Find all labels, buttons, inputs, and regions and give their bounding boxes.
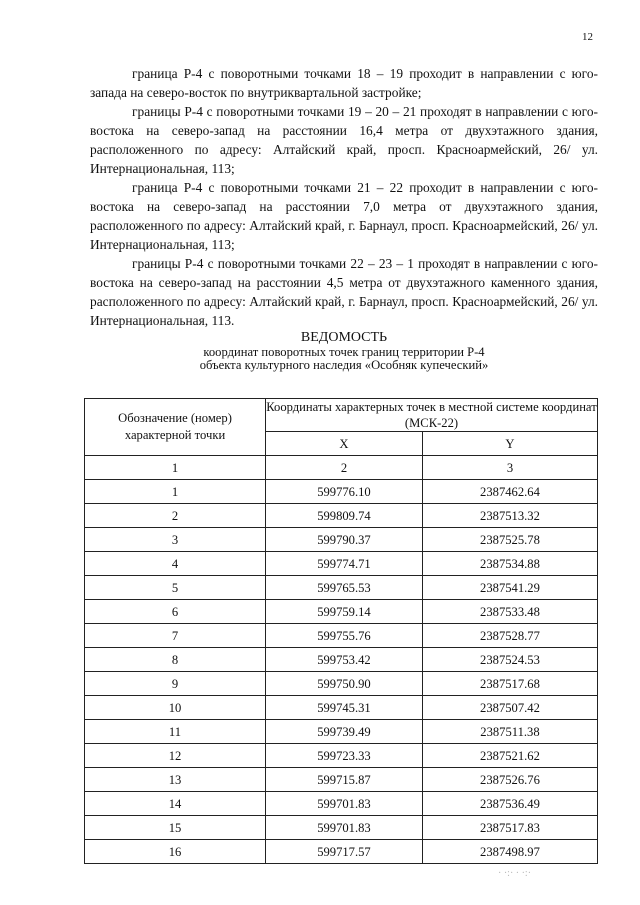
- table-row: [85, 480, 598, 504]
- point-number-cell: 5: [85, 576, 266, 600]
- index-cell: 3: [422, 456, 597, 480]
- table-row: [85, 624, 598, 648]
- table-row: [85, 744, 598, 768]
- point-number-cell: 8: [85, 648, 266, 672]
- coordinates-header: Координаты характерных точек в местной системе координат (МСК-22): [266, 400, 597, 430]
- page-number: 12: [582, 31, 593, 43]
- x-coordinate-cell: 599750.90: [266, 672, 423, 696]
- y-coordinate-cell: 2387521.62: [422, 744, 597, 768]
- paragraph-boundary-22-1: границы Р-4 с поворотными точками 22 – 23 – 1 проходят в направлении с юго-востока на северо-запад на расстоянии 4,5 метра от двухэтажного каменного здания, расположенного по адресу: Алтайский край, г. Барнаул, просп. Красноармейский, 26/ ул. Интернациональная, 113.: [90, 256, 598, 328]
- y-coordinate-cell: 2387462.64: [422, 480, 597, 504]
- point-number-cell: 15: [85, 816, 266, 840]
- statement-subtitle-line1: координат поворотных точек границ территории Р-4: [203, 345, 485, 359]
- table-index-row: [85, 456, 598, 480]
- y-coordinate-cell: 2387513.32: [422, 504, 597, 528]
- coordinates-body: [85, 480, 598, 864]
- index-cell: 1: [85, 456, 266, 480]
- scan-specks: · ·:· · ·:·: [498, 868, 532, 879]
- y-coordinate-cell: 2387533.48: [422, 600, 597, 624]
- table-row: [85, 768, 598, 792]
- point-number-cell: 13: [85, 768, 266, 792]
- x-coordinate-cell: 599776.10: [266, 480, 423, 504]
- point-number-cell: 6: [85, 600, 266, 624]
- x-coordinate-cell: 599774.71: [266, 552, 423, 576]
- paragraph-boundary-19-21: границы Р-4 с поворотными точками 19 – 20 – 21 проходят в направлении с юго-востока на северо-запад на расстоянии 16,4 метра от двухэтажного здания, расположенного по адресу: Алтайский край, просп. Красноармейский, 26/ ул. Интернациональная, 113;: [90, 104, 598, 176]
- coordinates-table: [84, 398, 598, 864]
- index-cell: 2: [266, 456, 423, 480]
- point-number-cell: 16: [85, 840, 266, 864]
- table-row: [85, 720, 598, 744]
- point-number-cell: 11: [85, 720, 266, 744]
- statement-subtitle-line2: объекта культурного наследия «Особняк купеческий»: [199, 358, 489, 372]
- x-coordinate-cell: 599765.53: [266, 576, 423, 600]
- point-number-cell: 3: [85, 528, 266, 552]
- y-coordinate-cell: 2387536.49: [422, 792, 597, 816]
- table-row: [85, 576, 598, 600]
- table-row: [85, 504, 598, 528]
- point-number-cell: 14: [85, 792, 266, 816]
- point-number-cell: 1: [85, 480, 266, 504]
- table-row: [85, 696, 598, 720]
- y-coordinate-cell: 2387525.78: [422, 528, 597, 552]
- y-coordinate-cell: 2387524.53: [422, 648, 597, 672]
- statement-title: ВЕДОМОСТЬ: [300, 330, 388, 345]
- statement-heading: [90, 330, 598, 372]
- table-row: [85, 648, 598, 672]
- y-coordinate-cell: 2387528.77: [422, 624, 597, 648]
- table-row: [85, 792, 598, 816]
- table-header-row: [85, 399, 598, 432]
- y-coordinate-cell: 2387507.42: [422, 696, 597, 720]
- x-header: X: [266, 432, 423, 456]
- y-coordinate-cell: 2387526.76: [422, 768, 597, 792]
- point-number-cell: 10: [85, 696, 266, 720]
- x-coordinate-cell: 599809.74: [266, 504, 423, 528]
- x-coordinate-cell: 599745.31: [266, 696, 423, 720]
- x-coordinate-cell: 599717.57: [266, 840, 423, 864]
- y-coordinate-cell: 2387541.29: [422, 576, 597, 600]
- point-number-cell: 9: [85, 672, 266, 696]
- table-row: [85, 528, 598, 552]
- x-coordinate-cell: 599753.42: [266, 648, 423, 672]
- table-row: [85, 672, 598, 696]
- table-row: [85, 600, 598, 624]
- x-coordinate-cell: 599701.83: [266, 792, 423, 816]
- point-number-cell: 2: [85, 504, 266, 528]
- point-number-cell: 4: [85, 552, 266, 576]
- x-coordinate-cell: 599723.33: [266, 744, 423, 768]
- point-number-header: Обозначение (номер) характерной точки: [85, 399, 266, 456]
- paragraph-boundary-18-19: граница Р-4 с поворотными точками 18 – 19 проходит в направлении с юго-запада на северо-восток по внутриквартальной застройке;: [90, 66, 598, 100]
- x-coordinate-cell: 599755.76: [266, 624, 423, 648]
- table-row: [85, 816, 598, 840]
- y-coordinate-cell: 2387511.38: [422, 720, 597, 744]
- x-coordinate-cell: 599790.37: [266, 528, 423, 552]
- x-coordinate-cell: 599739.49: [266, 720, 423, 744]
- point-number-cell: 12: [85, 744, 266, 768]
- body-text: [90, 64, 598, 330]
- y-coordinate-cell: 2387517.83: [422, 816, 597, 840]
- y-coordinate-cell: 2387534.88: [422, 552, 597, 576]
- paragraph-boundary-21-22: граница Р-4 с поворотными точками 21 – 22 проходит в направлении с юго-востока на северо-запад на расстоянии 7,0 метра от двухэтажного здания, расположенного по адресу: Алтайский край, г. Барнаул, просп. Красноармейский, 26/ ул. Интернациональная, 113;: [90, 180, 598, 252]
- y-coordinate-cell: 2387498.97: [422, 840, 597, 864]
- table-row: [85, 840, 598, 864]
- point-number-cell: 7: [85, 624, 266, 648]
- y-coordinate-cell: 2387517.68: [422, 672, 597, 696]
- y-header: Y: [422, 432, 597, 456]
- x-coordinate-cell: 599759.14: [266, 600, 423, 624]
- table-row: [85, 552, 598, 576]
- x-coordinate-cell: 599715.87: [266, 768, 423, 792]
- x-coordinate-cell: 599701.83: [266, 816, 423, 840]
